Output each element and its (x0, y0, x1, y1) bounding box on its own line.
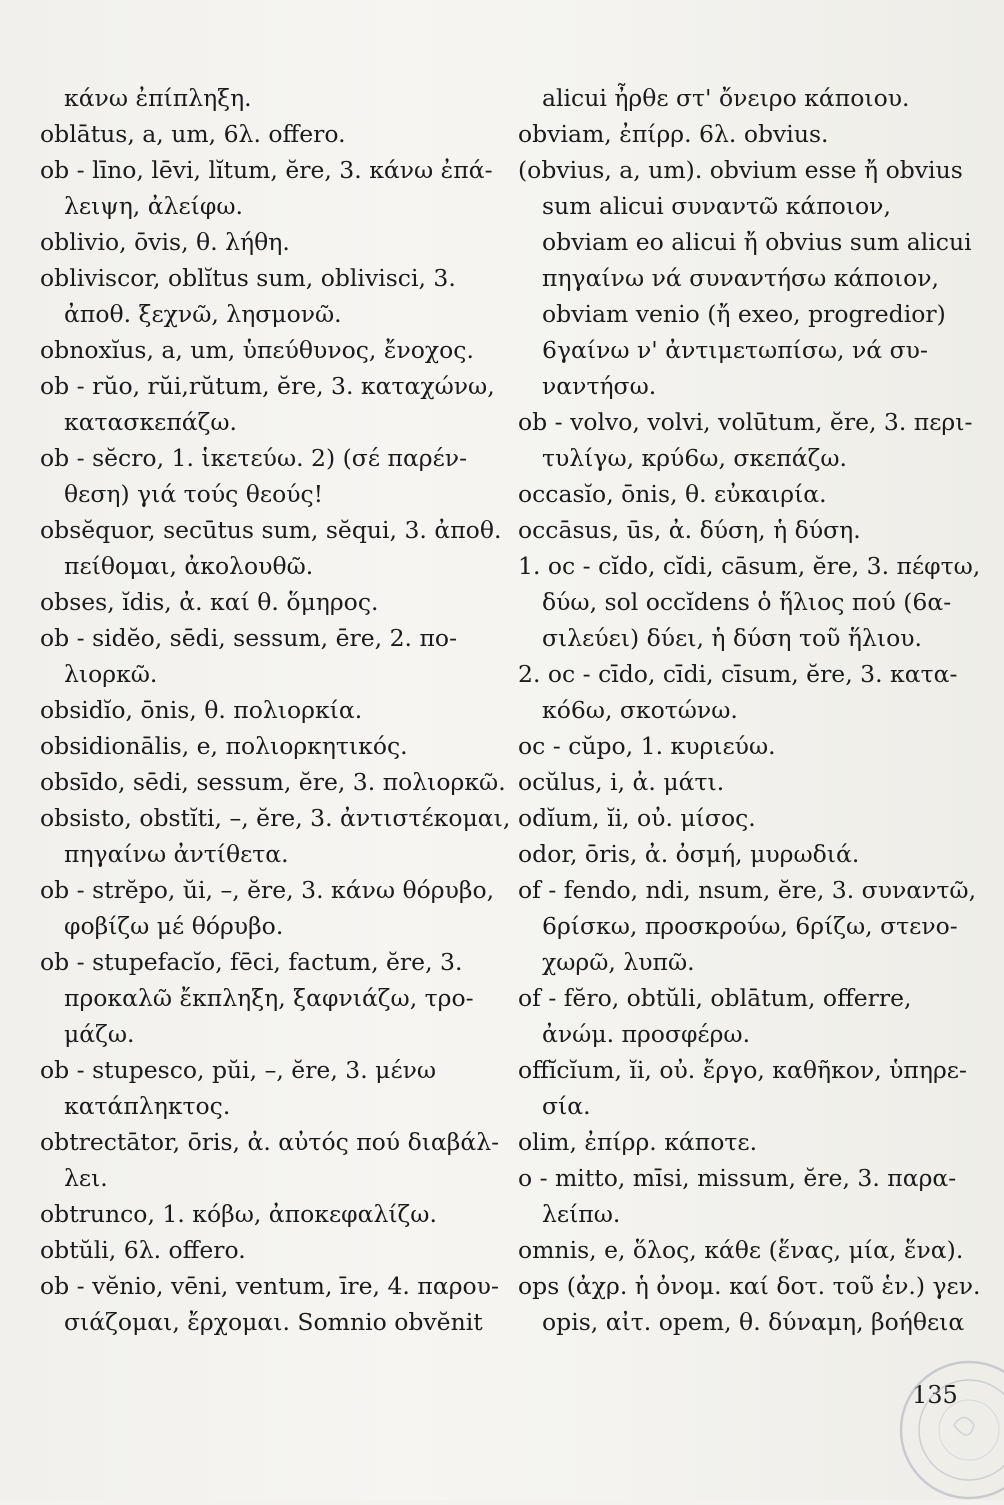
entry-continuation-line: λειψη, ἀλείφω. (64, 192, 243, 220)
entry-continuation-line: σιάζομαι, ἔρχομαι. Somnio obvĕnit (64, 1308, 483, 1336)
entry-headword-line: of - fendo, ndi, nsum, ĕre, 3. συναντῶ, (518, 876, 977, 904)
entry-headword-line: ob - stupesco, pŭi, –, ĕre, 3. μένω (40, 1056, 437, 1084)
left-column (40, 80, 511, 1340)
entry-headword-line: oc - cŭpo, 1. κυριεύω. (518, 732, 776, 760)
entry-headword-line: ob - volvo, volvi, volūtum, ĕre, 3. περι- (518, 408, 973, 436)
entry-continuation-line: 6ρίσκω, προσκρούω, 6ρίζω, στενο- (542, 912, 958, 940)
entry-continuation-line: obviam venio (ἤ exeo, progredior) (542, 300, 946, 328)
entry-headword-line: of - fĕro, obtŭli, oblātum, offerre, (518, 984, 912, 1012)
entry-headword-line: obtrunco, 1. κόβω, ἀποκεφαλίζω. (40, 1200, 437, 1228)
entry-continuation-line: χωρῶ, λυπῶ. (542, 948, 695, 976)
entry-headword-line: ob - strĕpo, ŭi, –, ĕre, 3. κάνω θόρυβο, (40, 876, 495, 904)
entry-headword-line: omnis, e, ὅλος, κάθε (ἕνας, μία, ἕνα). (518, 1236, 964, 1264)
entry-continuation-line: κατάπληκτος. (64, 1092, 231, 1120)
page-number: 135 (912, 1381, 958, 1409)
entry-continuation-line: λιορκῶ. (64, 660, 158, 688)
entry-headword-line: odĭum, ĭi, οὐ. μίσος. (518, 804, 756, 832)
entry-headword-line: obnoxĭus, a, um, ὑπεύθυνος, ἔνοχος. (40, 336, 474, 364)
entry-headword-line: obsidionālis, e, πολιορκητικός. (40, 732, 408, 760)
entry-continuation-line: sum alicui συναντῶ κάποιον, (542, 192, 891, 220)
entry-headword-line: obsidĭo, ōnis, θ. πολιορκία. (40, 696, 363, 724)
entry-headword-line: ob - rŭo, rŭi,rŭtum, ĕre, 3. καταχώνω, (40, 372, 495, 400)
entry-headword-line: ops (ἀχρ. ἡ ὀνομ. καί δοτ. τοῦ ἑν.) γεν. (518, 1272, 981, 1300)
entry-headword-line: obsisto, obstĭti, –, ĕre, 3. ἀντιστέκομαι, (40, 804, 511, 832)
entry-headword-line: (obvius, a, um). obvium esse ἤ obvius (518, 156, 963, 184)
entry-headword-line: oblātus, a, um, 6λ. offero. (40, 120, 346, 148)
entry-continuation-line: opis, αἰτ. opem, θ. δύναμη, βοήθεια (542, 1308, 965, 1336)
entry-headword-line: offĭcĭum, ĭi, οὐ. ἔργο, καθῆκον, ὑπηρε- (518, 1056, 967, 1084)
entry-continuation-line: ναντήσω. (542, 372, 657, 400)
entry-headword-line: obliviscor, oblĭtus sum, oblivisci, 3. (40, 264, 456, 292)
entry-headword-line: oblivio, ōvis, θ. λήθη. (40, 228, 290, 256)
entry-continuation-line: πηγαίνω ἀντίθετα. (64, 840, 289, 868)
entry-headword-line: 2. oc - cīdo, cīdi, cīsum, ĕre, 3. κατα- (518, 660, 958, 688)
entry-continuation-line: κατασκεπάζω. (64, 408, 238, 436)
entry-continuation-line: κό6ω, σκοτώνω. (542, 696, 738, 724)
entry-continuation-line: λείπω. (542, 1200, 621, 1228)
entry-continuation-line: alicui ἦρθε στ' ὄνειρο κάποιου. (542, 84, 910, 112)
entry-headword-line: ob - sidĕo, sēdi, sessum, ēre, 2. πο- (40, 624, 458, 652)
entry-headword-line: obsĕquor, secūtus sum, sĕqui, 3. ἀποθ. (40, 516, 502, 544)
entry-continuation-line: κάνω ἐπίπληξη. (64, 84, 252, 112)
entry-continuation-line: obviam eo alicui ἤ obvius sum alicui (542, 228, 972, 256)
entry-headword-line: o - mitto, mīsi, missum, ĕre, 3. παρα- (518, 1164, 957, 1192)
entry-headword-line: obses, ĭdis, ἀ. καί θ. ὅμηρος. (40, 588, 379, 616)
entry-continuation-line: 6γαίνω ν' ἀντιμετωπίσω, νά συ- (542, 336, 928, 364)
library-stamp-icon (894, 1355, 1004, 1505)
entry-continuation-line: σία. (542, 1092, 591, 1120)
entry-continuation-line: ἀνώμ. προσφέρω. (542, 1020, 751, 1048)
entry-headword-line: ocŭlus, i, ἀ. μάτι. (518, 768, 725, 796)
entry-continuation-line: προκαλῶ ἔκπληξη, ξαφνιάζω, τρο- (64, 984, 474, 1012)
entry-continuation-line: πείθομαι, ἀκολουθῶ. (64, 552, 314, 580)
entry-headword-line: obtrectātor, ōris, ἀ. αὐτός πού διαβάλ- (40, 1128, 500, 1156)
entry-continuation-line: ἀποθ. ξεχνῶ, λησμονῶ. (64, 300, 342, 328)
entry-continuation-line: λει. (64, 1164, 108, 1192)
entry-headword-line: ob - sĕcro, 1. ἱκετεύω. 2) (σέ παρέν- (40, 444, 468, 472)
entry-headword-line: obsīdo, sēdi, sessum, ĕre, 3. πολιορκῶ. (40, 768, 506, 796)
entry-headword-line: 1. oc - cĭdo, cĭdi, cāsum, ĕre, 3. πέφτω, (518, 552, 981, 580)
entry-continuation-line: μάζω. (64, 1020, 135, 1048)
entry-headword-line: ob - vĕnio, vēni, ventum, īre, 4. παρου- (40, 1272, 499, 1300)
entry-continuation-line: πηγαίνω νά συναντήσω κάποιον, (542, 264, 939, 292)
entry-headword-line: olim, ἐπίρρ. κάποτε. (518, 1128, 758, 1156)
right-column (518, 80, 981, 1340)
entry-headword-line: ob - stupefacĭo, fēci, factum, ĕre, 3. (40, 948, 463, 976)
entry-headword-line: odor, ōris, ἀ. ὀσμή, μυρωδιά. (518, 840, 860, 868)
entry-continuation-line: σιλεύει) δύει, ἡ δύση τοῦ ἥλιου. (542, 624, 922, 652)
entry-headword-line: obtŭli, 6λ. offero. (40, 1236, 246, 1264)
entry-continuation-line: φοβίζω μέ θόρυβο. (64, 912, 284, 940)
entry-headword-line: ob - līno, lēvi, lĭtum, ĕre, 3. κάνω ἐπά- (40, 156, 493, 184)
entry-headword-line: occāsus, ūs, ἀ. δύση, ἡ δύση. (518, 516, 861, 544)
entry-continuation-line: τυλίγω, κρύ6ω, σκεπάζω. (542, 444, 847, 472)
entry-headword-line: occasĭo, ōnis, θ. εὐκαιρία. (518, 480, 827, 508)
entry-headword-line: obviam, ἐπίρρ. 6λ. obvius. (518, 120, 829, 148)
entry-continuation-line: θεση) γιά τούς θεούς! (64, 480, 324, 508)
entry-continuation-line: δύω, sol occĭdens ὁ ἥλιος πού (6α- (542, 588, 952, 616)
